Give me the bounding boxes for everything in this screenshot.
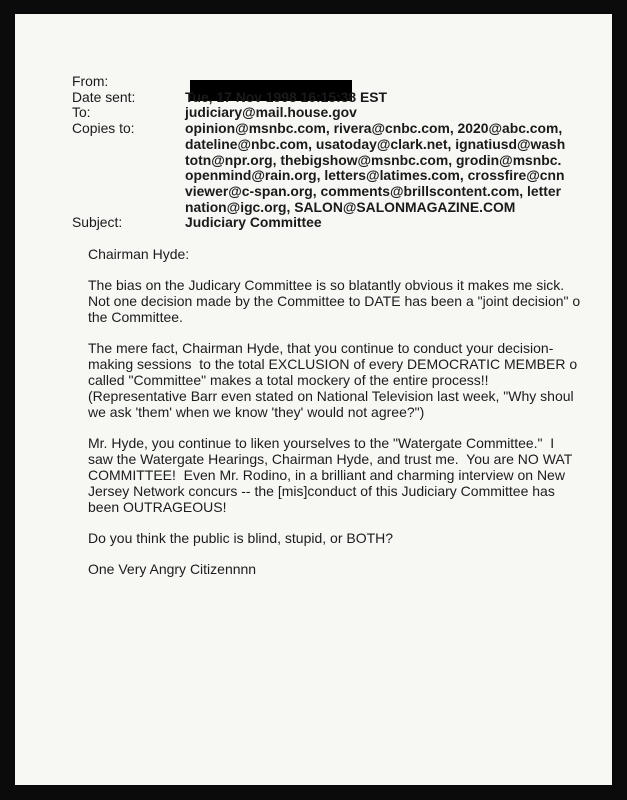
copies-line: dateline@nbc.com, usatoday@clark.net, ignatiusd@wash [185, 135, 566, 152]
copies-row [72, 121, 565, 215]
body-line: (Representative Barr even stated on National Television last week, "Why shoul [88, 388, 574, 404]
date-value: Tue, 17 Nov 1998 16:15:38 EST [185, 88, 388, 105]
copies-label: Copies to: [72, 120, 135, 137]
subject-row [72, 215, 565, 231]
paragraph-2 [88, 340, 608, 420]
email-header [72, 74, 565, 231]
body-line: Jersey Network concurs -- the [mis]conduct of this Judiciary Committee has [88, 483, 555, 499]
signature [88, 561, 608, 577]
body-line: making sessions to the total EXCLUSION of every DEMOCRATIC MEMBER o [88, 356, 578, 372]
copies-line: opinion@msnbc.com, rivera@cnbc.com, 2020@abc.com, [185, 120, 563, 137]
body-line: Not one decision made by the Committee to DATE has been a "joint decision" o [88, 293, 581, 309]
from-label: From: [72, 73, 109, 89]
body-line: Do you think the public is blind, stupid, or BOTH? [88, 530, 394, 546]
paragraph-4 [88, 530, 608, 546]
body-line: The mere fact, Chairman Hyde, that you continue to conduct your decision- [88, 340, 554, 356]
body-line: saw the Watergate Hearings, Chairman Hyde, and trust me. You are NO WAT [88, 451, 573, 467]
copies-line: totn@npr.org, thebigshow@msnbc.com, grodin@msnbc. [185, 151, 562, 168]
from-row [72, 74, 565, 90]
greeting-text: Chairman Hyde: [88, 246, 190, 262]
copies-line: openmind@rain.org, letters@latimes.com, crossfire@cnn [185, 167, 565, 184]
to-label: To: [72, 104, 91, 121]
body-line: Mr. Hyde, you continue to liken yourselves to the "Watergate Committee." I [88, 435, 555, 451]
body-line: COMMITTEE! Even Mr. Rodino, in a brilliant and charming interview on New [88, 467, 565, 483]
to-value: judiciary@mail.house.gov [185, 104, 357, 121]
subject-label: Subject: [72, 214, 123, 231]
body-line: we ask 'them' when we know 'they' would not agree?") [88, 404, 425, 420]
body-line: been OUTRAGEOUS! [88, 499, 227, 515]
greeting [88, 246, 608, 262]
copies-list [185, 121, 565, 215]
letter-body [88, 246, 608, 592]
to-row [72, 105, 565, 121]
copies-line: viewer@c-span.org, comments@brillscontent.com, letter [185, 182, 561, 199]
paragraph-1 [88, 277, 608, 325]
date-row [72, 90, 565, 106]
copies-line: nation@igc.org, SALON@SALONMAGAZINE.COM [185, 198, 516, 215]
body-line: the Committee. [88, 309, 183, 325]
signature-text: One Very Angry Citizennnn [88, 561, 257, 577]
body-line: called "Committee" makes a total mockery of the entire process!! [88, 372, 489, 388]
body-line: The bias on the Judicary Committee is so blatantly obvious it makes me sick. [88, 277, 565, 293]
paragraph-3 [88, 435, 608, 515]
subject-value: Judiciary Committee [185, 214, 322, 231]
date-label: Date sent: [72, 88, 136, 105]
